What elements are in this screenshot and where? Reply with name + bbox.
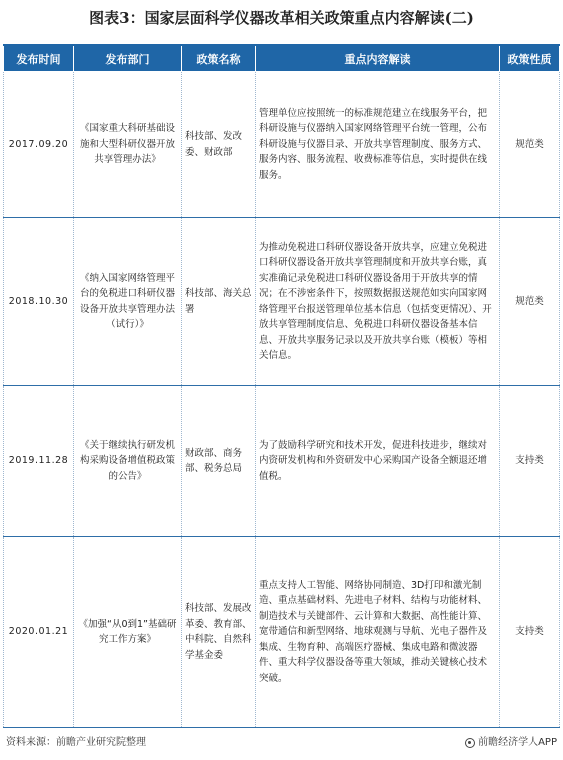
cell-key-content: 管理单位应按照统一的标准规范建立在线服务平台，把科研设施与仪器纳入国家网络管理平台统一管理，公布科研设施与仪器目录、开放共享管理制度、服务方式、服务内容、服务流程、收费标准等信息，实时提供在线服务。: [256, 72, 500, 218]
cell-policy-name: 《加强“从0到1”基础研究工作方案》: [74, 537, 182, 728]
table-row: [4, 218, 560, 386]
source-note: 资料来源：前瞻产业研究院整理: [6, 737, 146, 748]
header-policy-name: 政策名称: [182, 45, 256, 72]
cell-policy-name: 《关于继续执行研发机构采购设备增值税政策的公告》: [74, 386, 182, 537]
chart-title: 图表3：国家层面科学仪器改革相关政策重点内容解读(二): [89, 9, 474, 27]
cell-department: 科技部、发改委、财政部: [182, 72, 256, 218]
cell-key-content: 重点支持人工智能、网络协同制造、3D打印和激光制造、重点基础材料、先进电子材料、结构与功能材料、制造技术与关键部件、云计算和大数据、高性能计算、宽带通信和新型网络、地球观测与导航、光电子器件及集成、生物育种、高端医疗器械、集成电路和微波器件、重大科学仪器设备等重大领域，推动关键核心技术突破。: [256, 537, 500, 728]
brand-credit: [465, 735, 557, 751]
brand-logo-icon: [465, 738, 475, 748]
table-row: [4, 72, 560, 218]
header-department: 发布部门: [74, 45, 182, 72]
cell-date: 2017.09.20: [4, 72, 74, 218]
cell-policy-type: 规范类: [500, 72, 560, 218]
cell-department: 科技部、海关总署: [182, 218, 256, 386]
header-key-content: 重点内容解读: [256, 45, 500, 72]
table-row: [4, 386, 560, 537]
cell-date: 2020.01.21: [4, 537, 74, 728]
cell-policy-name: 《纳入国家网络管理平台的免税进口科研仪器设备开放共享管理办法（试行）》: [74, 218, 182, 386]
cell-department: 财政部、商务部、税务总局: [182, 386, 256, 537]
table-header-row: [4, 45, 560, 72]
cell-date: 2018.10.30: [4, 218, 74, 386]
cell-key-content: 为推动免税进口科研仪器设备开放共享，应建立免税进口科研仪器设备开放共享管理制度和开放共享台账，真实准确记录免税进口科研仪器设备用于开放共享的情况；在不涉密条件下，按照数据报送规范如实向国家网络管理平台报送管理单位基本信息（包括变更情况）、开放共享管理制度信息、免税进口科研仪器设备基本信息、开放共享服务记录以及开放共享台账（模板）等相关信息。: [256, 218, 500, 386]
cell-policy-type: 规范类: [500, 218, 560, 386]
cell-date: 2019.11.28: [4, 386, 74, 537]
brand-credit-label: 前瞻经济学人APP: [478, 737, 557, 748]
cell-policy-type: 支持类: [500, 386, 560, 537]
cell-policy-type: 支持类: [500, 537, 560, 728]
policy-table: [3, 44, 560, 728]
cell-policy-name: 《国家重大科研基础设施和大型科研仪器开放共享管理办法》: [74, 72, 182, 218]
header-policy-type: 政策性质: [500, 45, 560, 72]
header-date: 发布时间: [4, 45, 74, 72]
table-row: [4, 537, 560, 728]
cell-department: 科技部、发展改革委、教育部、中科院、自然科学基金委: [182, 537, 256, 728]
cell-key-content: 为了鼓励科学研究和技术开发，促进科技进步，继续对内资研发机构和外资研发中心采购国产设备全额退还增值税。: [256, 386, 500, 537]
